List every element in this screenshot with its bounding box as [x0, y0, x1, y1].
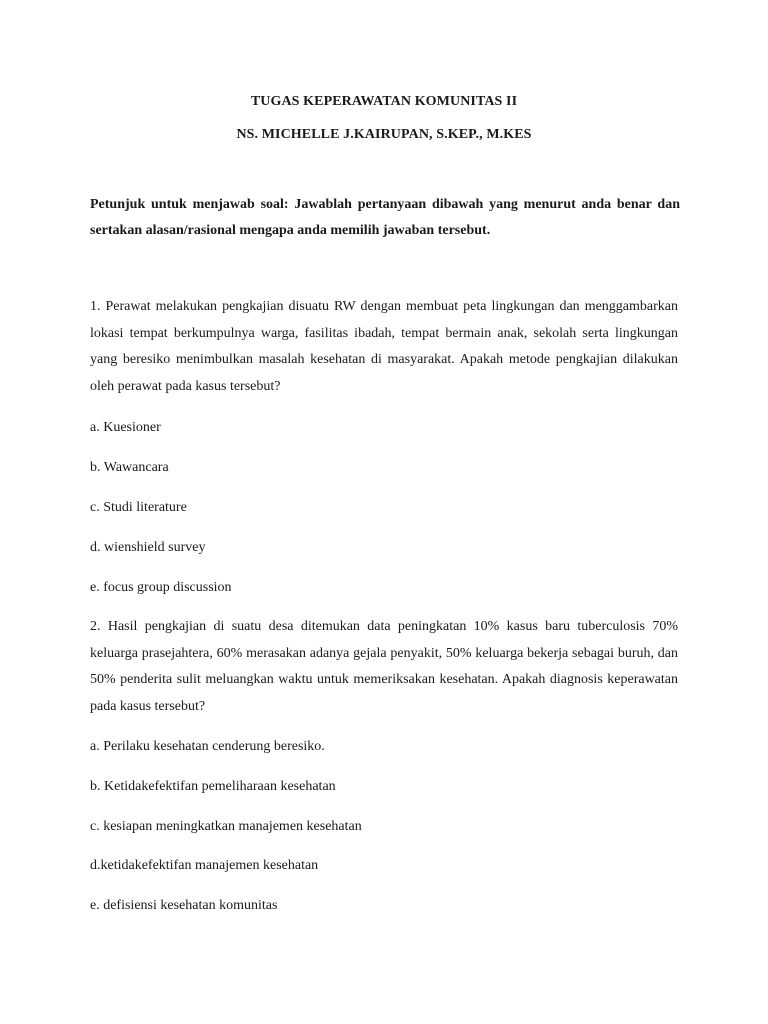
question-1-option-b: b. Wawancara [90, 460, 169, 475]
document-author: NS. MICHELLE J.KAIRUPAN, S.KEP., M.KES [236, 127, 532, 142]
question-2-option-e: e. defisiensi kesehatan komunitas [90, 898, 278, 913]
question-2-option-d: d.ketidakefektifan manajemen kesehatan [90, 858, 319, 873]
question-2-option-a: a. Perilaku kesehatan cenderung beresiko. [90, 739, 325, 754]
question-2-text: 2. Hasil pengkajian di suatu desa ditemukan data peningkatan 10% kasus baru tuberculosis 70% keluarga prasejahtera, 60% merasakan adanya gejala penyakit, 50% keluarga bekerja sebagai buruh, dan 50% penderita sulit meluangkan waktu untuk memeriksakan kesehatan. Apakah diagnosis keperawatan pada kasus tersebut? [90, 619, 678, 714]
question-1-option-e: e. focus group discussion [90, 580, 232, 595]
question-2-option-c: c. kesiapan meningkatkan manajemen kesehatan [90, 819, 362, 834]
document-title: TUGAS KEPERAWATAN KOMUNITAS II [250, 94, 518, 109]
question-1-option-a: a. Kuesioner [90, 420, 161, 435]
question-1-option-c: c. Studi literature [90, 500, 187, 515]
question-1-option-d: d. wienshield survey [90, 540, 206, 555]
instructions-text: Petunjuk untuk menjawab soal: Jawablah pertanyaan dibawah yang menurut anda benar dan sertakan alasan/rasional mengapa anda memilih jawaban tersebut. [90, 197, 680, 238]
question-1-text: 1. Perawat melakukan pengkajian disuatu RW dengan membuat peta lingkungan dan menggambarkan lokasi tempat berkumpulnya warga, fasilitas ibadah, tempat bermain anak, sekolah serta lingkungan yang beresiko menimbulkan masalah kesehatan di masyarakat. Apakah metode pengkajian dilakukan oleh perawat pada kasus tersebut? [90, 299, 678, 394]
question-2-option-b: b. Ketidakefektifan pemeliharaan kesehatan [90, 779, 336, 794]
